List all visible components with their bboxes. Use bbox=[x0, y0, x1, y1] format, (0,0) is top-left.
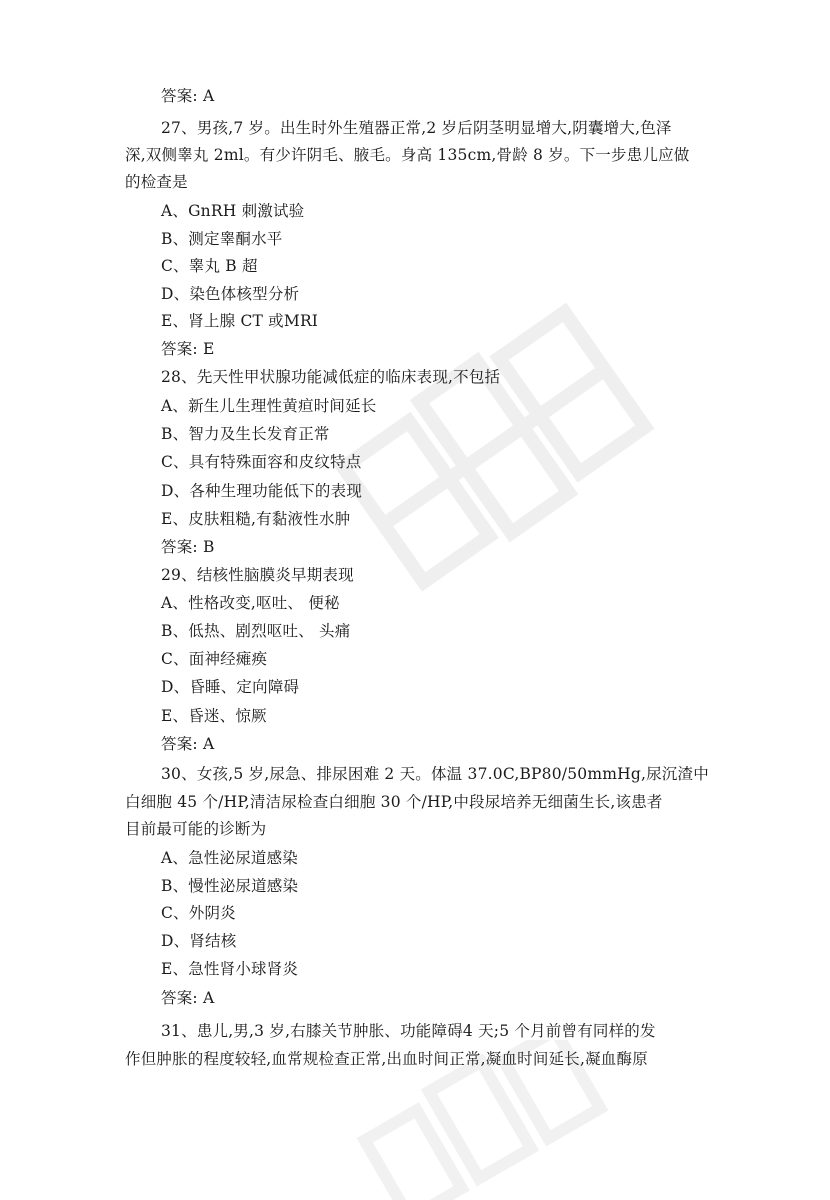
option-line: D、各种生理功能低下的表现 bbox=[161, 482, 363, 500]
option-line: B、智力及生长发育正常 bbox=[161, 425, 330, 443]
option-line: E、昏迷、惊厥 bbox=[161, 707, 267, 725]
question-line: 31、患儿,男,3 岁,右膝关节肿胀、功能障碍4 天;5 个月前曾有同样的发 bbox=[161, 1022, 656, 1040]
answer-line: 答案: B bbox=[161, 538, 215, 556]
watermark-icon bbox=[300, 260, 680, 640]
question-line: 作但肿胀的程度较轻,血常规检查正常,出血时间正常,凝血时间延长,凝血酶原 bbox=[125, 1050, 648, 1068]
question-line: 目前最可能的诊断为 bbox=[125, 820, 267, 838]
answer-line: 答案: E bbox=[161, 340, 215, 358]
option-line: B、测定睾酮水平 bbox=[161, 230, 283, 248]
option-line: B、慢性泌尿道感染 bbox=[161, 877, 299, 895]
option-line: E、皮肤粗糙,有黏液性水肿 bbox=[161, 510, 351, 528]
answer-line: 答案: A bbox=[161, 87, 215, 105]
question-line: 30、女孩,5 岁,尿急、排尿困难 2 天。体温 37.0C,BP80/50mmHg,尿沉渣中 bbox=[161, 765, 709, 783]
answer-line: 答案: A bbox=[161, 989, 215, 1007]
option-line: D、昏睡、定向障碍 bbox=[161, 678, 300, 696]
option-line: B、低热、剧烈呕吐、 头痛 bbox=[161, 622, 351, 640]
option-line: D、肾结核 bbox=[161, 932, 237, 950]
question-line: 27、男孩,7 岁。出生时外生殖器正常,2 岁后阴茎明显增大,阴囊增大,色泽 bbox=[161, 119, 672, 137]
option-line: A、新生儿生理性黄疸时间延长 bbox=[161, 397, 377, 415]
option-line: C、面神经瘫痪 bbox=[161, 650, 268, 668]
question-line: 29、结核性脑膜炎早期表现 bbox=[161, 566, 354, 584]
question-line: 28、先天性甲状腺功能减低症的临床表现,不包括 bbox=[161, 368, 501, 386]
option-line: A、性格改变,呕吐、 便秘 bbox=[161, 594, 340, 612]
option-line: A、急性泌尿道感染 bbox=[161, 849, 298, 867]
option-line: C、具有特殊面容和皮纹特点 bbox=[161, 453, 362, 471]
question-line: 白细胞 45 个/HP,清洁尿检查白细胞 30 个/HP,中段尿培养无细菌生长,该患者 bbox=[125, 793, 663, 811]
option-line: C、外阴炎 bbox=[161, 904, 236, 922]
option-line: E、急性肾小球肾炎 bbox=[161, 960, 299, 978]
option-line: C、睾丸 B 超 bbox=[161, 257, 258, 275]
answer-line: 答案: A bbox=[161, 735, 215, 753]
option-line: E、肾上腺 CT 或MRI bbox=[161, 312, 319, 330]
question-line: 的检查是 bbox=[125, 173, 188, 191]
question-line: 深,双侧睾丸 2ml。有少许阴毛、腋毛。身高 135cm,骨龄 8 岁。下一步患儿应做 bbox=[125, 146, 690, 164]
option-line: D、染色体核型分析 bbox=[161, 285, 300, 303]
option-line: A、GnRH 刺激试验 bbox=[161, 202, 305, 220]
